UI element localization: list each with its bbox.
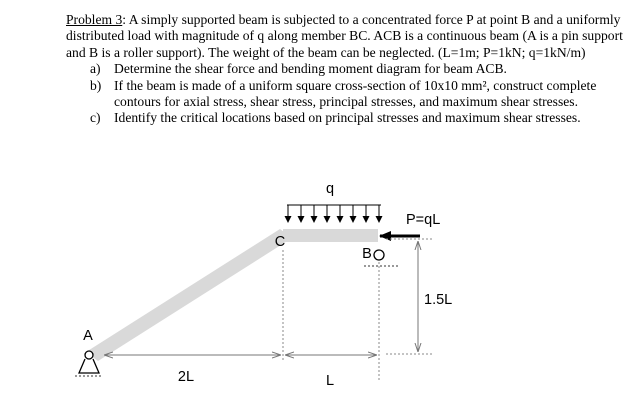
part-a-text: Determine the shear force and bending moment diagram for beam ACB. [114,61,507,77]
dim-2l-label: 2L [177,369,195,385]
dim-l-label: L [325,373,335,389]
dim-height-label: 1.5L [424,292,453,308]
problem-intro-text: : A simply supported beam is subjected to a concentrated force P at point B and a uniformly distributed load with magnitude of q along member BC. ACB is a continuous beam (A is a pin support and B is a roller support). The weight of the beam can be neglected. (L=1m; P=1kN; q=1kN/m) [66,12,623,60]
problem-title: Problem 3 [66,12,123,27]
roller-support [374,250,384,260]
part-b-marker: b) [90,77,102,93]
part-b-text: If the beam is made of a uniform square cross-section of 10x10 mm², construct complete contours for axial stress, shear stress, principal stresses, and maximum shear stresses. [114,77,597,110]
part-c-text: Identify the critical locations based on principal stresses and maximum shear stresses. [114,110,581,126]
point-b-label: B [362,246,372,262]
part-c-marker: c) [90,110,101,126]
force-label: P=qL [406,212,441,228]
member-ac [86,229,292,361]
point-c-label: C [274,234,286,250]
pin-joint [85,351,93,359]
member-cb [283,229,378,242]
point-a-label: A [83,328,93,344]
pin-support [79,359,99,373]
load-label: q [325,181,335,197]
part-a-marker: a) [90,61,101,77]
